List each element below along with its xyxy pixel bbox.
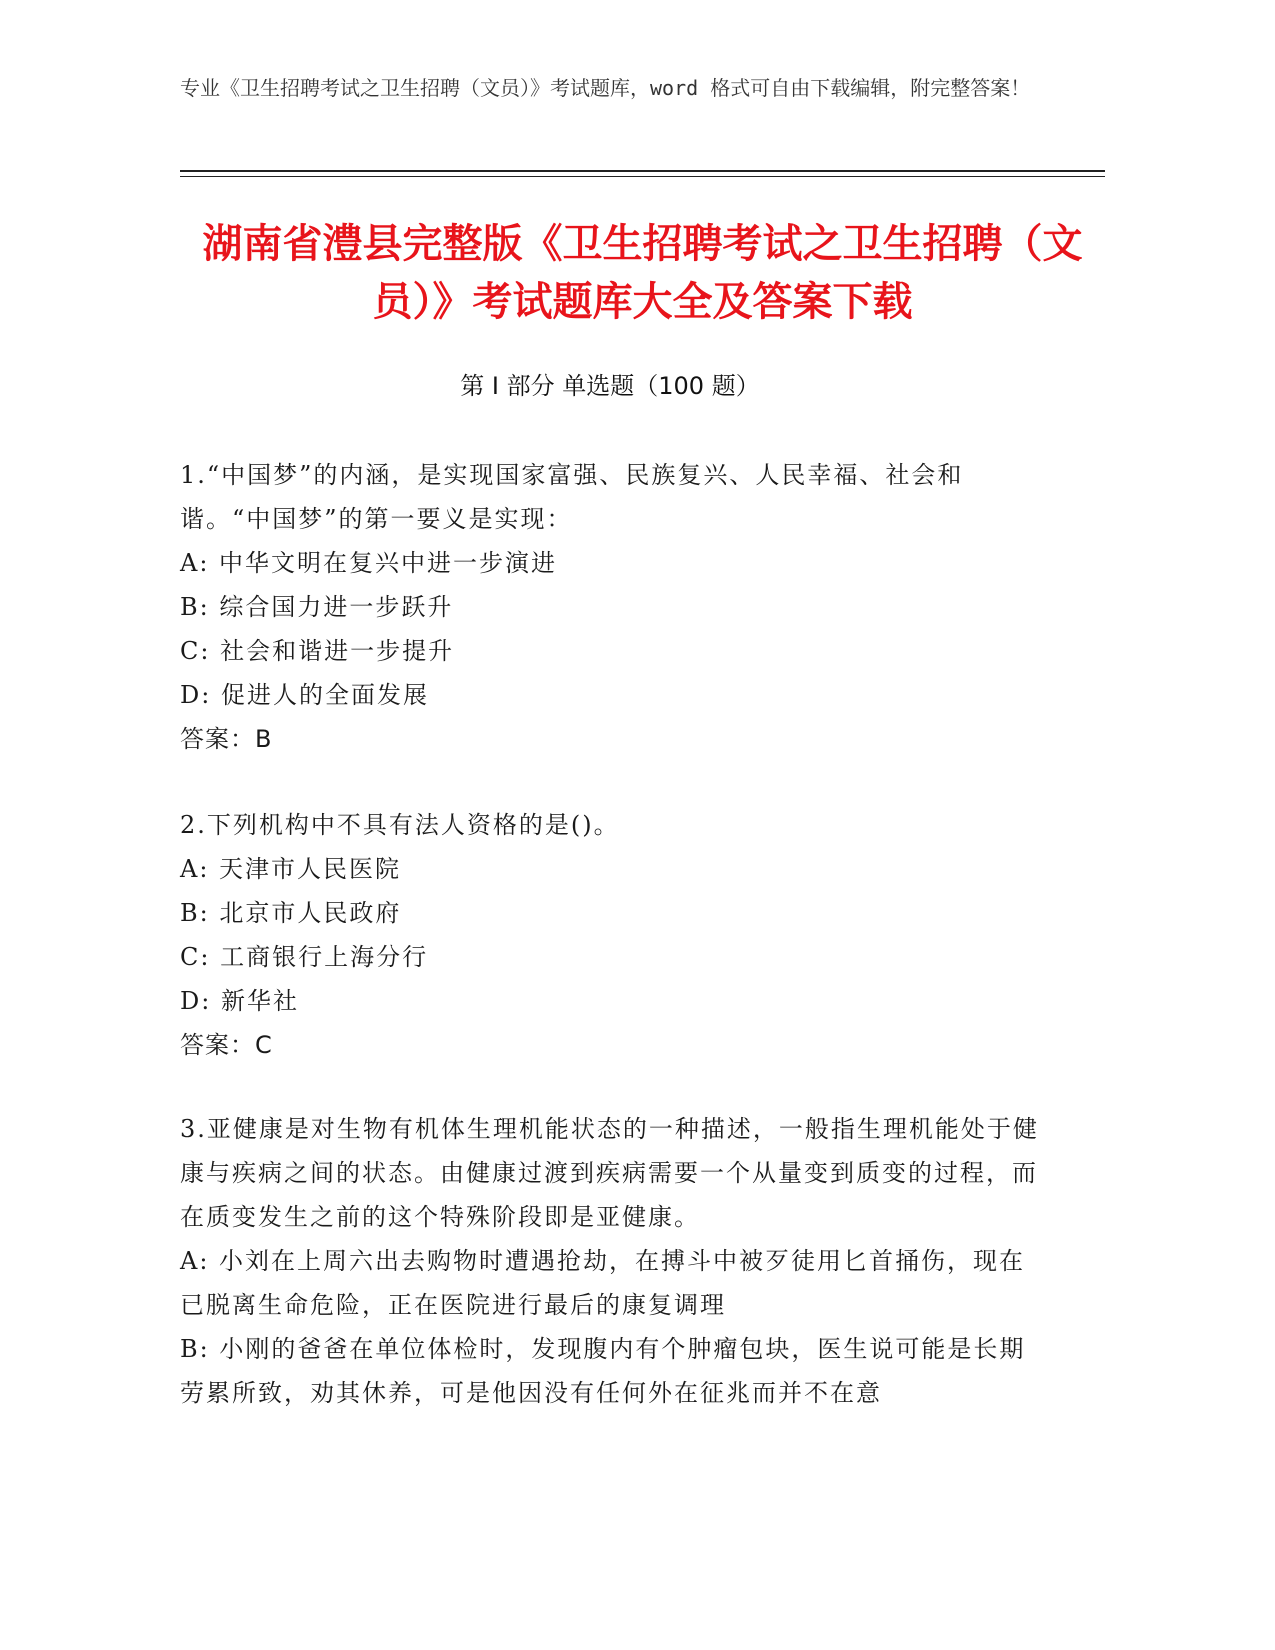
question-stem: 2.下列机构中不具有法人资格的是()。 bbox=[180, 811, 620, 839]
option-b: B: 小刚的爸爸在单位体检时，发现腹内有个肿瘤包块，医生说可能是长期劳累所致，劝其休养，可是他因没有任何外在征兆而并不在意 bbox=[180, 1335, 1026, 1407]
option-b: B: 北京市人民政府 bbox=[180, 899, 402, 927]
header-note: 专业《卫生招聘考试之卫生招聘（文员）》考试题库，word 格式可自由下载编辑，附完整答案！ bbox=[180, 76, 1031, 100]
question-2 bbox=[180, 803, 1040, 1067]
question-stem: 1.“中国梦”的内涵，是实现国家富强、民族复兴、人民幸福、社会和谐。“中国梦”的第一要义是实现： bbox=[180, 461, 964, 533]
option-a: A: 中华文明在复兴中进一步演进 bbox=[180, 549, 558, 577]
option-b: B: 综合国力进一步跃升 bbox=[180, 593, 454, 621]
question-stem: 3.亚健康是对生物有机体生理机能状态的一种描述，一般指生理机能处于健康与疾病之间的状态。由健康过渡到疾病需要一个从量变到质变的过程，而在质变发生之前的这个特殊阶段即是亚健康。 bbox=[180, 1115, 1039, 1231]
answer: 答案：C bbox=[180, 1031, 273, 1059]
option-a: A: 小刘在上周六出去购物时遭遇抢劫，在搏斗中被歹徒用匕首捅伤，现在已脱离生命危险，正在医院进行最后的康复调理 bbox=[180, 1247, 1026, 1319]
question-1 bbox=[180, 453, 1040, 761]
option-c: C: 社会和谐进一步提升 bbox=[180, 637, 455, 665]
answer: 答案：B bbox=[180, 725, 273, 753]
option-d: D: 促进人的全面发展 bbox=[180, 681, 429, 709]
header-divider-thick bbox=[180, 170, 1105, 172]
document-title: 湖南省澧县完整版《卫生招聘考试之卫生招聘（文员）》考试题库大全及答案下载 bbox=[202, 221, 1083, 325]
option-c: C: 工商银行上海分行 bbox=[180, 943, 429, 971]
header-divider-thin bbox=[180, 176, 1105, 177]
option-d: D: 新华社 bbox=[180, 987, 299, 1015]
section-title: 第 I 部分 单选题（100 题） bbox=[460, 372, 760, 400]
option-a: A: 天津市人民医院 bbox=[180, 855, 402, 883]
question-3 bbox=[180, 1107, 1040, 1415]
